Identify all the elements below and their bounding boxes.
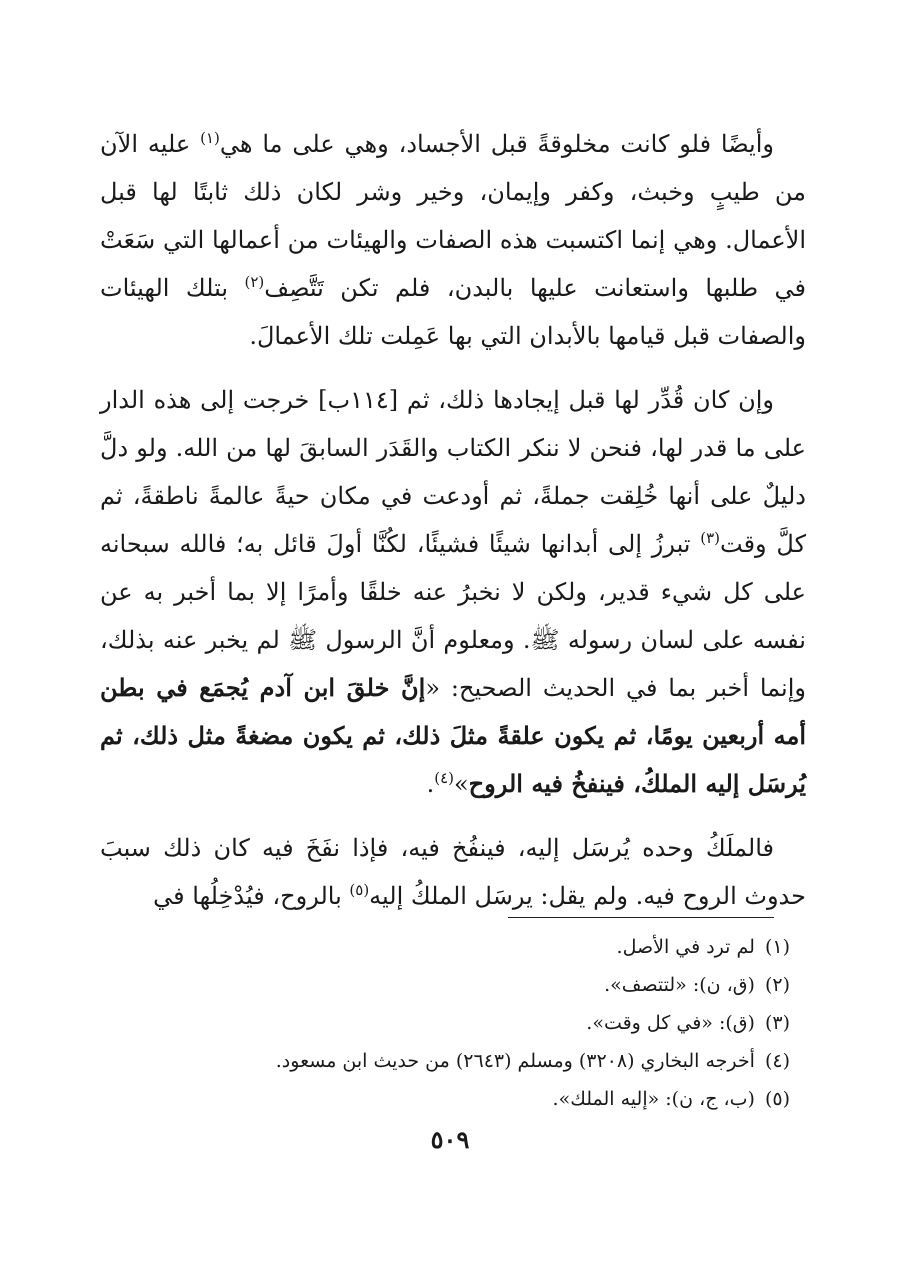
hadith-quote: إنَّ خلقَ ابن آدم يُجمَع في بطن أمه أربعين يومًا، ثم يكون علقةً مثلَ ذلك، ثم يكون مضغةً مثل ذلك، ثم يُرسَل إليه الملكُ، فينفخُ فيه الروح bbox=[100, 673, 806, 798]
paragraph-2 bbox=[100, 376, 806, 808]
footnote-text: (ق، ن): «لتتصف». bbox=[604, 974, 755, 996]
text-run: وإن كان قُدِّر لها قبل إيجادها ذلك، ثم [١١٤ب] خرجت إلى هذه الدار على ما قدر لها، فنحن لا ننكر الكتاب والقَدَر السابقَ لها من الله. ولو دلَّ دليلٌ على أنها خُلِقت جملةً، ثم أودعت في مكان حيةً عالمةً ناطقةً، ثم كلَّ وقت bbox=[100, 386, 806, 558]
footnote-text: أخرجه البخاري (٣٢٠٨) ومسلم (٢٦٤٣) من حديث ابن مسعود. bbox=[275, 1050, 755, 1072]
footnote-1 bbox=[100, 928, 790, 966]
footnote-ref-4: (٤) bbox=[434, 769, 454, 787]
text-run: فالملَكُ وحده يُرسَل إليه، فينفُخ فيه، فإذا نفَخَ فيه كان ذلك سببَ حدوث الروح فيه. ولم يقل: يرسَل الملكُ إليه bbox=[100, 834, 806, 910]
footnote-text: لم ترد في الأصل. bbox=[616, 936, 755, 958]
paragraph-1 bbox=[100, 120, 806, 360]
footnote-number: (٢) bbox=[764, 974, 790, 996]
page-number: ٥٠٩ bbox=[430, 1125, 470, 1154]
footnote-text: (ق): «في كل وقت». bbox=[586, 1012, 755, 1034]
footnote-2 bbox=[100, 966, 790, 1004]
text-run: بتلك الهيئات والصفات قبل قيامها بالأبدان التي بها عَمِلت تلك الأعمالَ. bbox=[100, 274, 806, 350]
footnote-ref-1: (١) bbox=[200, 129, 220, 147]
main-text-body bbox=[100, 120, 806, 936]
text-run: بالروح، فيُدْخِلُها في bbox=[153, 882, 350, 910]
footnote-number: (٥) bbox=[764, 1088, 790, 1110]
text-run: عليه الآن من طيبٍ وخبث، وكفر وإيمان، وخير وشر لكان ذلك ثابتًا لها قبل الأعمال. وهي إنما اكتسبت هذه الصفات والهيئات من أعمالها التي سَعَتْ في طلبها واستعانت عليها بالبدن، فلم تكن تَتَّصِف bbox=[100, 130, 806, 302]
footnote-divider bbox=[508, 917, 774, 918]
text-run: » bbox=[453, 770, 469, 798]
footnote-ref-3: (٣) bbox=[700, 529, 721, 547]
footnote-number: (٣) bbox=[764, 1012, 790, 1034]
paragraph-3 bbox=[100, 824, 806, 920]
text-run: تبرزُ إلى أبدانها شيئًا فشيئًا، لكُنَّا أولَ قائل به؛ فالله سبحانه على كل شيء قدير، ولكن لا نخبرُ عنه خلقًا وأمرًا إلا بما أخبر به عن نفسه على لسان رسوله ﷺ. ومعلوم أنَّ الرسول ﷺ لم يخبر عنه بذلك، وإنما أخبر بما في الحديث الصحيح: « bbox=[100, 530, 806, 702]
footnote-ref-2: (٢) bbox=[244, 273, 265, 291]
text-run: . bbox=[426, 770, 435, 798]
footnote-ref-5: (٥) bbox=[349, 881, 370, 899]
footnote-3 bbox=[100, 1004, 790, 1042]
footnote-4 bbox=[100, 1042, 790, 1080]
footnotes-list bbox=[100, 928, 790, 1118]
footnote-number: (٤) bbox=[764, 1050, 790, 1072]
footnote-number: (١) bbox=[764, 936, 790, 958]
text-run: وأيضًا فلو كانت مخلوقةً قبل الأجساد، وهي على ما هي bbox=[219, 130, 774, 158]
footnote-5 bbox=[100, 1080, 790, 1118]
footnote-text: (ب، ج، ن): «إليه الملك». bbox=[552, 1088, 755, 1110]
